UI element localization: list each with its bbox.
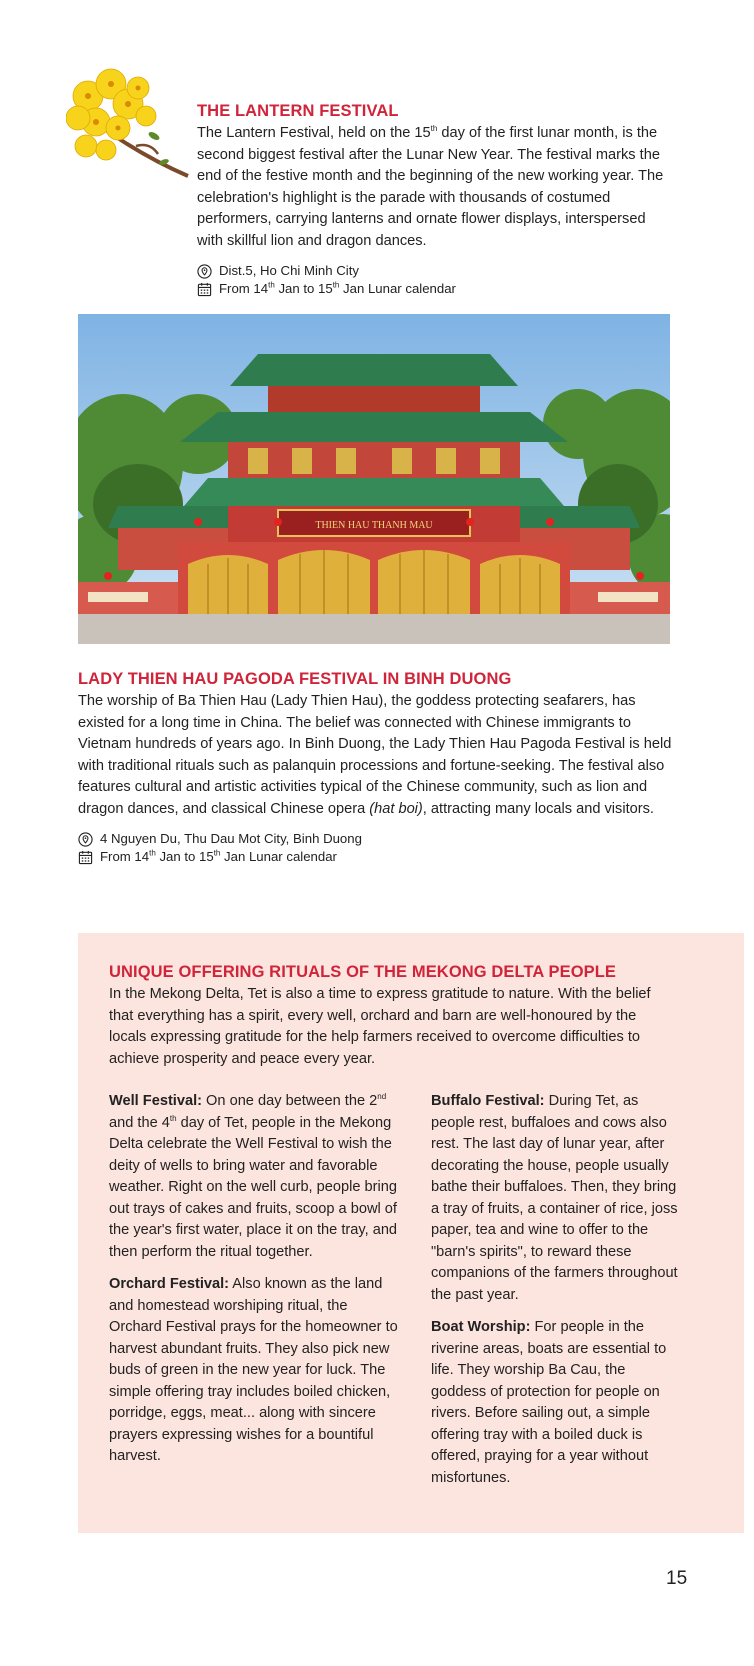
rituals-left-column (109, 1091, 399, 1479)
lantern-festival-section (197, 102, 671, 298)
calendar-icon (78, 850, 93, 865)
well-festival-paragraph: Well Festival: On one day between the 2nd and the 4th day of Tet, people in the Mekong Delta celebrate the Well Festival to wish the deity of wells to bring water and favorable weather. Right on the well curb, people bring out trays of cakes and fruits, scoop a bowl of the year's first water, place it on the tray, and then perform the ritual together. (109, 1092, 398, 1260)
pagoda-festival-section (78, 670, 676, 866)
pagoda-date: From 14th Jan to 15th Jan Lunar calendar (78, 848, 676, 866)
lantern-date: From 14th Jan to 15th Jan Lunar calendar (197, 280, 671, 298)
lantern-location: Dist.5, Ho Chi Minh City (197, 262, 671, 280)
pagoda-location: 4 Nguyen Du, Thu Dau Mot City, Binh Duong (78, 830, 676, 848)
calendar-icon (197, 282, 212, 297)
location-pin-icon (197, 264, 212, 279)
boat-worship-paragraph: Boat Worship: For people in the riverine areas, boats are essential to life. They worship Ba Cau, the goddess of protection for people on rivers. Before sailing out, a simple offering tray with a boiled duck is offered, praying for a year without misfortunes. (431, 1319, 667, 1486)
mekong-rituals-panel (78, 933, 744, 1533)
mekong-rituals-title: UNIQUE OFFERING RITUALS OF THE MEKONG DELTA PEOPLE (109, 963, 617, 981)
page-number: 15 (666, 1568, 688, 1589)
lantern-festival-title: THE LANTERN FESTIVAL (197, 102, 399, 120)
location-pin-icon (78, 832, 93, 847)
pagoda-festival-title: LADY THIEN HAU PAGODA FESTIVAL IN BINH DUONG (78, 670, 512, 688)
pagoda-festival-body: The worship of Ba Thien Hau (Lady Thien Hau), the goddess protecting seafarers, has existed for a long time in China. The belief was connected with Chinese immigrants to Vietnam hundreds of years ago. In Binh Duong, the Lady Thien Hau Pagoda Festival is held with traditional rituals such as palanquin processions and fortune-seeking. The festival also features cultural and artistic activities typical of the Chinese community, such as lion and dragon dances, and classical Chinese opera (hat boi), attracting many locals and visitors. (78, 693, 672, 817)
orchard-festival-paragraph: Orchard Festival: Also known as the land and homestead worshiping ritual, the Orchard Festival prays for the homeowner to harvest abundant fruits. They also pick new buds of green in the new year for luck. The simple offering tray includes boiled chicken, porridge, eggs, meat... along with sincere prayers expressing wishes for a bountiful harvest. (109, 1276, 398, 1464)
temple-sign-text: THIEN HAU THANH MAU (315, 520, 433, 531)
mekong-rituals-intro: In the Mekong Delta, Tet is also a time to express gratitude to nature. With the belief that everything has a spirit, every well, orchard and barn are well-honoured by the locals expressing gratitude for the help farmers received to overcome difficulties to achieve prosperity and peace every year. (109, 986, 651, 1067)
thien-hau-pagoda-photo (78, 314, 670, 644)
apricot-blossom-illustration (66, 66, 190, 186)
lantern-festival-body: The Lantern Festival, held on the 15th day of the first lunar month, is the second biggest festival after the Lunar New Year. The festival marks the end of the festive month and the beginning of the new working year. The celebration's highlight is the parade with thousands of costumed performers, carrying lanterns and ornate flower displays, interspersed with skillful lion and dragon dances. (197, 124, 664, 249)
rituals-right-column (431, 1091, 681, 1500)
buffalo-festival-paragraph: Buffalo Festival: During Tet, as people rest, buffaloes and cows also rest. The last day of lunar year, after decorating the house, people usually bathe their buffaloes. Then, they bring a tray of fruits, a container of rice, joss paper, tea and wine to offer to the "barn's spirits", to reward these companions of the farmers throughout the past year. (431, 1093, 678, 1303)
